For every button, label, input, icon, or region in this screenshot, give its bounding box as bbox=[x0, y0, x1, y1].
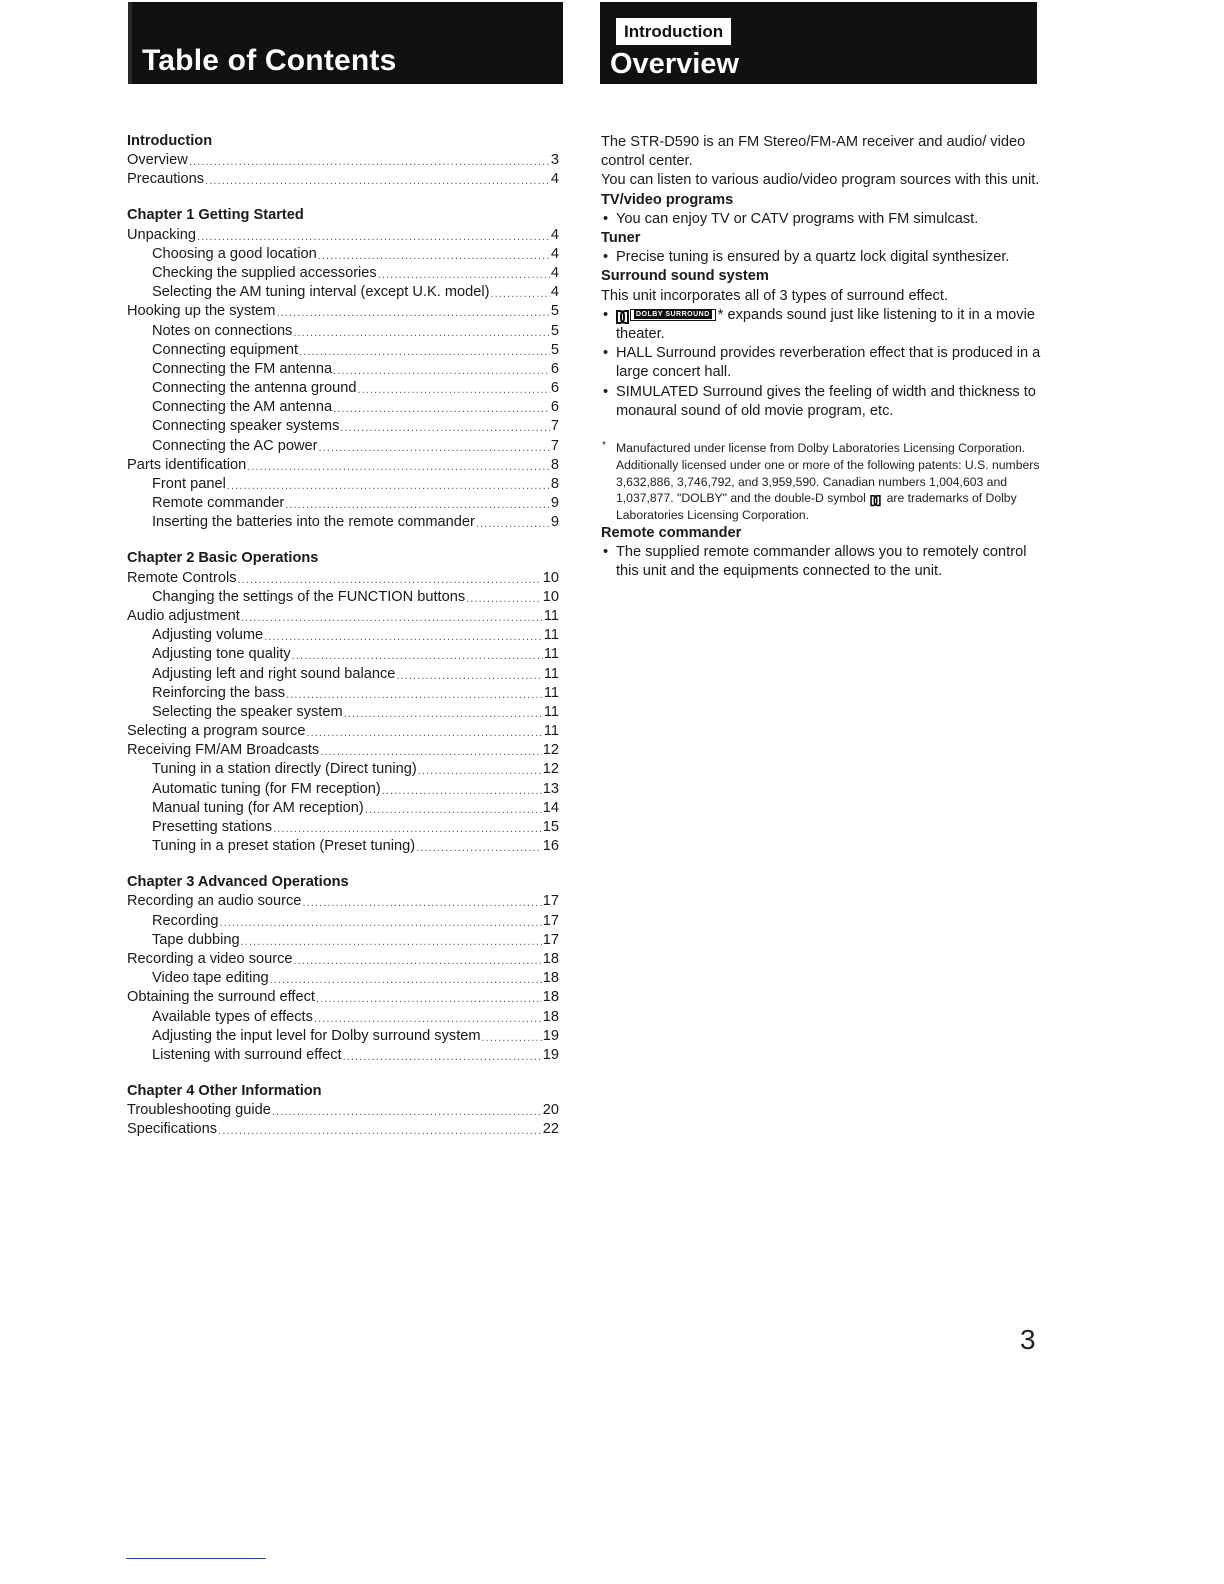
toc-entry-page: 22 bbox=[542, 1121, 559, 1138]
toc-entry-page: 19 bbox=[542, 1027, 559, 1044]
surround-bullet-dolby bbox=[601, 306, 1041, 344]
toc-entry bbox=[127, 456, 559, 475]
toc-entry-page: 13 bbox=[542, 780, 559, 797]
toc-section-heading: Chapter 2 Basic Operations bbox=[127, 550, 319, 567]
toc-entry-label: Automatic tuning (for FM reception) bbox=[152, 780, 381, 797]
toc-entry-page: 17 bbox=[542, 931, 559, 948]
toc-dot-leader bbox=[218, 1124, 542, 1139]
toc-entry-page: 4 bbox=[550, 171, 559, 188]
toc-entry bbox=[127, 302, 559, 321]
toc-dot-leader bbox=[466, 592, 542, 607]
toc-dot-leader bbox=[320, 745, 542, 760]
toc-dot-leader bbox=[314, 1012, 542, 1027]
surround-heading: Surround sound system bbox=[601, 268, 769, 285]
toc-dot-leader bbox=[227, 479, 550, 494]
toc-dot-leader bbox=[490, 287, 549, 302]
toc-entry-label: Recording a video source bbox=[127, 950, 293, 967]
toc-entry-label: Parts identification bbox=[127, 456, 247, 473]
dolby-double-d-icon bbox=[616, 310, 629, 320]
toc-dot-leader bbox=[220, 916, 542, 931]
surround-bullet-hall: • HALL Surround provides reverberation effect that is produced in a large concert hall. bbox=[601, 344, 1041, 382]
toc-entry-label: Tape dubbing bbox=[152, 931, 240, 948]
toc-entry-label: Adjusting tone quality bbox=[152, 646, 291, 663]
toc-entry-page: 5 bbox=[550, 322, 559, 339]
toc-entry-page: 17 bbox=[542, 912, 559, 929]
toc-dot-leader bbox=[241, 935, 542, 950]
toc-dot-leader bbox=[482, 1031, 542, 1046]
toc-dot-leader bbox=[286, 688, 543, 703]
toc-entry bbox=[127, 779, 559, 798]
toc-entry bbox=[127, 225, 559, 244]
toc-section-heading: Introduction bbox=[127, 133, 213, 149]
toc-entry-page: 15 bbox=[542, 819, 559, 835]
toc-entry-label: Selecting a program source bbox=[127, 723, 306, 740]
toc-entry bbox=[127, 475, 559, 494]
footnote-mark: * bbox=[602, 440, 606, 452]
toc-entry bbox=[127, 741, 559, 760]
tv-programs-heading: TV/video programs bbox=[601, 191, 734, 208]
toc-dot-leader bbox=[276, 306, 549, 321]
toc-entry-label: Recording bbox=[152, 912, 219, 929]
toc-dot-leader bbox=[333, 364, 550, 379]
toc-entry-page: 11 bbox=[543, 665, 559, 682]
dolby-footnote bbox=[601, 440, 1041, 524]
toc-entry bbox=[127, 341, 559, 360]
toc-entry-page: 9 bbox=[550, 495, 559, 512]
toc-entry-label: Video tape editing bbox=[152, 970, 269, 987]
toc-entry bbox=[127, 607, 559, 626]
toc-dot-leader bbox=[378, 268, 550, 283]
toc-entry-page: 5 bbox=[550, 341, 559, 358]
toc-entry bbox=[127, 170, 559, 189]
toc-dot-leader bbox=[319, 441, 550, 456]
toc-dot-leader bbox=[316, 992, 542, 1007]
toc-entry bbox=[127, 760, 559, 779]
toc-entry-label: Remote Controls bbox=[127, 569, 237, 586]
toc-section-heading: Chapter 4 Other Information bbox=[127, 1082, 322, 1099]
toc-entry-page: 11 bbox=[543, 627, 559, 644]
toc-entry-page: 9 bbox=[550, 514, 559, 531]
toc-entry bbox=[127, 151, 559, 170]
remote-bullet: • The supplied remote commander allows you to remotely control this unit and the equipments connected to the unit. bbox=[601, 543, 1041, 581]
toc-entry-page: 11 bbox=[543, 703, 559, 720]
footnote-text-1: Manufactured under license from Dolby Laboratories Licensing Corporation. Additionally licensed under one or more of the following patents: U.S. numbers 3,632,886, 3,746,792, and 3,959,590. Canadian numbers 1,004,603 and 1,037,877. "DOLBY" and the double-D symbol bbox=[616, 441, 1040, 506]
toc-dot-leader bbox=[293, 326, 550, 341]
toc-entry bbox=[127, 684, 559, 703]
toc-entry-label: Unpacking bbox=[127, 226, 196, 243]
toc-header-bar bbox=[128, 2, 563, 84]
toc-entry-page: 8 bbox=[550, 456, 559, 473]
toc-dot-leader bbox=[197, 230, 550, 245]
toc-dot-leader bbox=[344, 707, 543, 722]
tuner-heading: Tuner bbox=[601, 230, 641, 247]
toc-entry-page: 6 bbox=[550, 399, 559, 416]
toc-entry bbox=[127, 568, 559, 587]
toc-dot-leader bbox=[365, 803, 542, 818]
toc-entry-label: Overview bbox=[127, 152, 188, 169]
toc-section-heading: Chapter 1 Getting Started bbox=[127, 207, 304, 224]
toc-entry bbox=[127, 513, 559, 532]
toc-entry bbox=[127, 360, 559, 379]
toc-entry-label: Hooking up the system bbox=[127, 303, 276, 320]
overview-header-bar bbox=[600, 2, 1037, 84]
toc-dot-leader bbox=[416, 841, 542, 856]
toc-entry bbox=[127, 417, 559, 436]
toc-entry-page: 4 bbox=[550, 226, 559, 243]
toc-entry-label: Precautions bbox=[127, 171, 205, 188]
toc-entry-page: 18 bbox=[542, 970, 559, 987]
toc-title: Table of Contents bbox=[142, 44, 397, 77]
toc-entry-label: Choosing a good location bbox=[152, 245, 317, 262]
toc-section bbox=[127, 1082, 559, 1139]
toc-entry-label: Remote commander bbox=[152, 495, 285, 512]
toc-entry bbox=[127, 818, 559, 837]
toc-entry bbox=[127, 722, 559, 741]
tv-programs-bullet: • You can enjoy TV or CATV programs with FM simulcast. bbox=[601, 210, 1041, 229]
toc-entry-label: Inserting the batteries into the remote commander bbox=[152, 514, 475, 531]
toc-entry-label: Presetting stations bbox=[152, 819, 273, 835]
toc-entry bbox=[127, 398, 559, 417]
toc-entry bbox=[127, 1120, 559, 1139]
toc-dot-leader bbox=[189, 155, 550, 170]
toc-entry-label: Obtaining the surround effect bbox=[127, 989, 315, 1006]
toc-entry bbox=[127, 988, 559, 1007]
toc-entry bbox=[127, 703, 559, 722]
toc-entry-page: 6 bbox=[550, 360, 559, 377]
toc-entry bbox=[127, 969, 559, 988]
toc-entry-label: Front panel bbox=[152, 476, 226, 492]
toc-entry-page: 18 bbox=[542, 950, 559, 967]
toc-entry bbox=[127, 1007, 559, 1026]
toc-dot-leader bbox=[382, 784, 542, 799]
toc-entry-page: 8 bbox=[550, 476, 559, 492]
toc-entry-label: Adjusting the input level for Dolby surround system bbox=[152, 1027, 481, 1044]
table-of-contents bbox=[127, 132, 559, 1156]
toc-entry-label: Connecting equipment bbox=[152, 341, 299, 358]
toc-entry bbox=[127, 1046, 559, 1065]
toc-entry-label: Selecting the AM tuning interval (except U.K. model) bbox=[152, 284, 490, 301]
toc-entry bbox=[127, 1027, 559, 1046]
toc-section bbox=[127, 549, 559, 856]
toc-dot-leader bbox=[270, 973, 542, 988]
toc-entry-label: Reinforcing the bass bbox=[152, 684, 286, 701]
remote-heading: Remote commander bbox=[601, 525, 742, 542]
toc-dot-leader bbox=[318, 249, 550, 264]
toc-dot-leader bbox=[306, 726, 542, 741]
toc-entry-page: 11 bbox=[543, 646, 559, 663]
toc-entry-page: 11 bbox=[543, 723, 559, 740]
intro-paragraph-1: The STR-D590 is an FM Stereo/FM-AM receiver and audio/ video control center. bbox=[601, 134, 1026, 170]
page-number: 3 bbox=[1020, 1324, 1036, 1355]
toc-entry-label: Listening with surround effect bbox=[152, 1046, 342, 1063]
toc-entry-page: 12 bbox=[542, 761, 559, 778]
toc-entry-label: Adjusting volume bbox=[152, 627, 264, 644]
toc-dot-leader bbox=[264, 630, 543, 645]
toc-dot-leader bbox=[205, 174, 550, 189]
overview-title: Overview bbox=[610, 48, 739, 80]
dolby-surround-logo: DOLBY SURROUND bbox=[630, 309, 716, 321]
toc-entry-label: Connecting speaker systems bbox=[152, 418, 340, 435]
toc-dot-leader bbox=[418, 764, 542, 779]
toc-entry bbox=[127, 626, 559, 645]
toc-dot-leader bbox=[294, 954, 542, 969]
toc-entry-page: 10 bbox=[542, 588, 559, 605]
toc-entry-label: Connecting the FM antenna bbox=[152, 360, 333, 377]
toc-entry bbox=[127, 837, 559, 856]
toc-dot-leader bbox=[273, 822, 542, 837]
toc-entry-page: 20 bbox=[542, 1102, 559, 1119]
toc-dot-leader bbox=[238, 573, 542, 588]
toc-dot-leader bbox=[292, 649, 543, 664]
toc-entry-page: 18 bbox=[542, 1008, 559, 1025]
toc-section-heading: Chapter 3 Advanced Operations bbox=[127, 874, 349, 891]
toc-entry-page: 4 bbox=[550, 245, 559, 262]
toc-entry-label: Notes on connections bbox=[152, 322, 293, 339]
surround-bullet-simulated: • SIMULATED Surround gives the feeling of width and thickness to monaural sound of old movie program, etc. bbox=[601, 383, 1041, 421]
toc-entry-label: Audio adjustment bbox=[127, 607, 240, 624]
toc-entry-page: 11 bbox=[543, 607, 559, 624]
toc-entry bbox=[127, 283, 559, 302]
toc-entry bbox=[127, 664, 559, 683]
toc-entry-label: Connecting the AC power bbox=[152, 437, 318, 454]
toc-entry-label: Tuning in a station directly (Direct tuning) bbox=[152, 761, 417, 778]
toc-entry-page: 4 bbox=[550, 264, 559, 281]
surround-intro: This unit incorporates all of 3 types of surround effect. bbox=[601, 287, 948, 304]
toc-entry-label: Specifications bbox=[127, 1121, 218, 1138]
toc-entry bbox=[127, 1101, 559, 1120]
toc-entry bbox=[127, 245, 559, 264]
toc-entry-page: 7 bbox=[550, 418, 559, 435]
toc-entry-label: Available types of effects bbox=[152, 1008, 313, 1025]
toc-entry-label: Tuning in a preset station (Preset tuning) bbox=[152, 838, 416, 855]
toc-entry-page: 18 bbox=[542, 989, 559, 1006]
toc-entry-page: 17 bbox=[542, 893, 559, 910]
toc-dot-leader bbox=[247, 460, 550, 475]
toc-entry-page: 4 bbox=[550, 284, 559, 301]
toc-entry-page: 14 bbox=[542, 799, 559, 816]
toc-dot-leader bbox=[299, 345, 550, 360]
toc-entry-label: Manual tuning (for AM reception) bbox=[152, 799, 364, 816]
toc-entry-page: 11 bbox=[543, 684, 559, 701]
toc-entry bbox=[127, 911, 559, 930]
toc-dot-leader bbox=[340, 421, 550, 436]
toc-entry-page: 6 bbox=[550, 380, 559, 397]
toc-entry-page: 16 bbox=[542, 838, 559, 855]
toc-entry bbox=[127, 645, 559, 664]
toc-entry bbox=[127, 379, 559, 398]
bottom-rule bbox=[126, 1558, 266, 1559]
toc-entry bbox=[127, 931, 559, 950]
toc-entry-label: Receiving FM/AM Broadcasts bbox=[127, 742, 320, 759]
surround-bullet-1-text: * expands sound just like listening to it in a movie theater. bbox=[616, 306, 1035, 343]
toc-entry bbox=[127, 892, 559, 911]
toc-dot-leader bbox=[285, 498, 550, 513]
toc-entry-page: 12 bbox=[542, 742, 559, 759]
toc-entry-label: Changing the settings of the FUNCTION buttons bbox=[152, 588, 466, 605]
toc-entry-label: Checking the supplied accessories bbox=[152, 264, 377, 281]
toc-dot-leader bbox=[476, 517, 550, 532]
toc-entry-page: 19 bbox=[542, 1046, 559, 1063]
toc-entry bbox=[127, 588, 559, 607]
toc-entry-label: Troubleshooting guide bbox=[127, 1102, 271, 1119]
toc-entry-page: 5 bbox=[550, 303, 559, 320]
toc-entry bbox=[127, 799, 559, 818]
toc-entry-page: 10 bbox=[542, 569, 559, 586]
toc-dot-leader bbox=[357, 383, 549, 398]
toc-entry bbox=[127, 436, 559, 455]
toc-section bbox=[127, 132, 559, 189]
toc-entry-label: Connecting the antenna ground bbox=[152, 380, 357, 397]
toc-entry-label: Adjusting left and right sound balance bbox=[152, 665, 396, 682]
toc-entry bbox=[127, 950, 559, 969]
toc-entry bbox=[127, 494, 559, 513]
dolby-double-d-icon bbox=[871, 495, 881, 503]
tuner-bullet: • Precise tuning is ensured by a quartz lock digital synthesizer. bbox=[601, 248, 1041, 267]
toc-dot-leader bbox=[272, 1105, 542, 1120]
toc-entry bbox=[127, 321, 559, 340]
toc-dot-leader bbox=[333, 402, 550, 417]
toc-section bbox=[127, 206, 559, 532]
toc-entry-label: Recording an audio source bbox=[127, 893, 302, 910]
footnote-text-2: are trademarks of Dolby Laboratories Licensing Corporation. bbox=[616, 491, 1017, 523]
toc-dot-leader bbox=[343, 1050, 542, 1065]
toc-entry-page: 3 bbox=[550, 152, 559, 169]
toc-dot-leader bbox=[396, 669, 542, 684]
toc-entry bbox=[127, 264, 559, 283]
intro-paragraph-2: You can listen to various audio/video program sources with this unit. bbox=[601, 172, 1040, 189]
toc-dot-leader bbox=[302, 896, 541, 911]
toc-section bbox=[127, 873, 559, 1065]
overview-column bbox=[601, 133, 1041, 582]
toc-entry-label: Selecting the speaker system bbox=[152, 703, 343, 720]
toc-dot-leader bbox=[241, 611, 543, 626]
section-tag: Introduction bbox=[616, 18, 731, 45]
toc-entry-label: Connecting the AM antenna bbox=[152, 399, 333, 416]
toc-entry-page: 7 bbox=[550, 437, 559, 454]
